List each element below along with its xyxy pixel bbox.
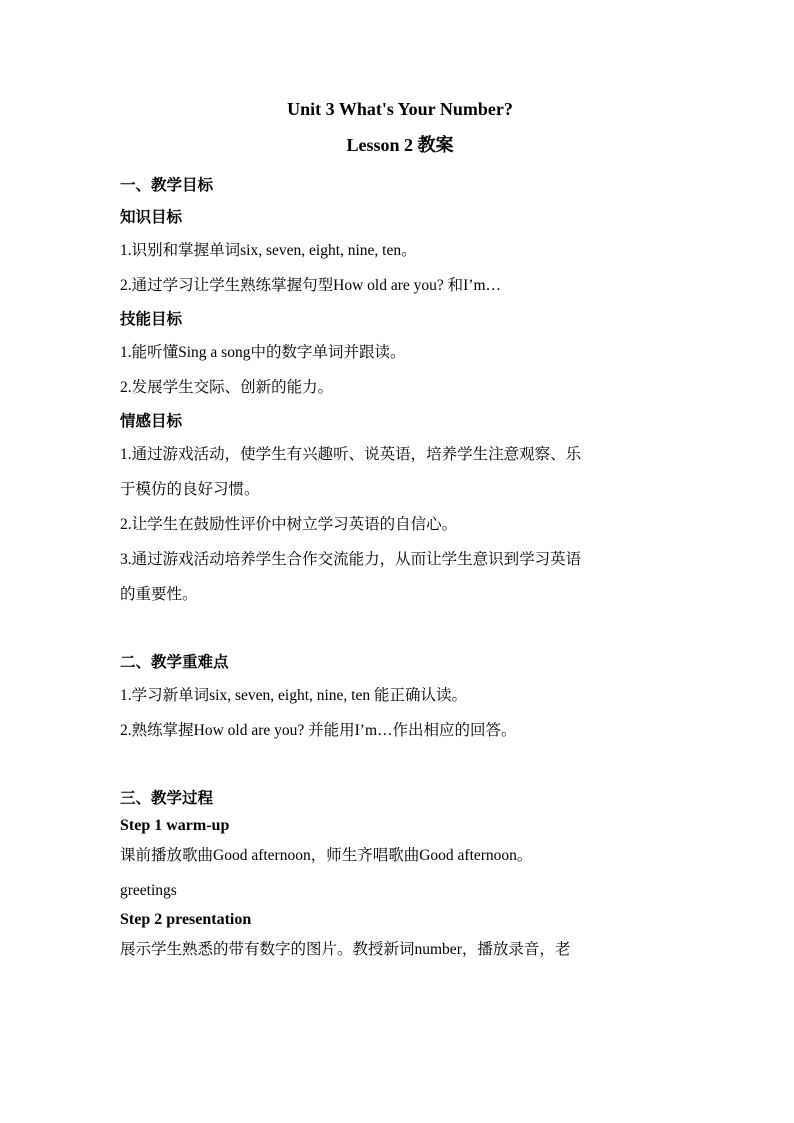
text-line: 2.通过学习让学生熟练掌握句型How old are you? 和I’m…: [120, 277, 501, 294]
text-line: 3.通过游戏活动培养学生合作交流能力，从而让学生意识到学习英语: [120, 551, 582, 568]
section-heading: 三、教学过程: [120, 789, 214, 807]
text-line: 1.学习新单词six, seven, eight, nine, ten 能正确认读。: [120, 687, 467, 704]
text-line: 2.熟练掌握How old are you? 并能用I’m…作出相应的回答。: [120, 722, 517, 739]
section-heading: 二、教学重难点: [120, 653, 229, 671]
subheading-skills: 技能目标: [120, 310, 183, 328]
text-line: 2.发展学生交际、创新的能力。: [120, 379, 334, 396]
section-key-points: [120, 646, 680, 678]
text-line: greetings: [120, 882, 177, 899]
document-title: Unit 3 What's Your Number?: [287, 99, 513, 119]
text-line: 2.让学生在鼓励性评价中树立学习英语的自信心。: [120, 516, 458, 533]
section-objectives: [120, 169, 680, 201]
document-content: [120, 96, 680, 967]
text-line: 1.通过游戏活动，使学生有兴趣听、说英语，培养学生注意观察、乐: [120, 446, 582, 463]
document-subtitle: Lesson 2 教案: [346, 135, 454, 155]
subheading-knowledge: 知识目标: [120, 208, 183, 226]
text-line: 1.识别和掌握单词six, seven, eight, nine, ten。: [120, 242, 417, 259]
text-line: 1.能听懂Sing a song中的数字单词并跟读。: [120, 344, 406, 361]
section-procedure: [120, 782, 680, 814]
text-line: 于模仿的良好习惯。: [120, 481, 260, 498]
step-title: Step 2 presentation: [120, 911, 252, 928]
step-title: Step 1 warm-up: [120, 817, 230, 834]
subheading-emotion: 情感目标: [120, 412, 183, 430]
text-line: 的重要性。: [120, 586, 198, 603]
text-line: 展示学生熟悉的带有数字的图片。教授新词number，播放录音，老: [120, 941, 571, 958]
text-line: 课前播放歌曲Good afternoon，师生齐唱歌曲Good afternoon。: [120, 847, 533, 864]
section-heading: 一、教学目标: [120, 176, 214, 194]
